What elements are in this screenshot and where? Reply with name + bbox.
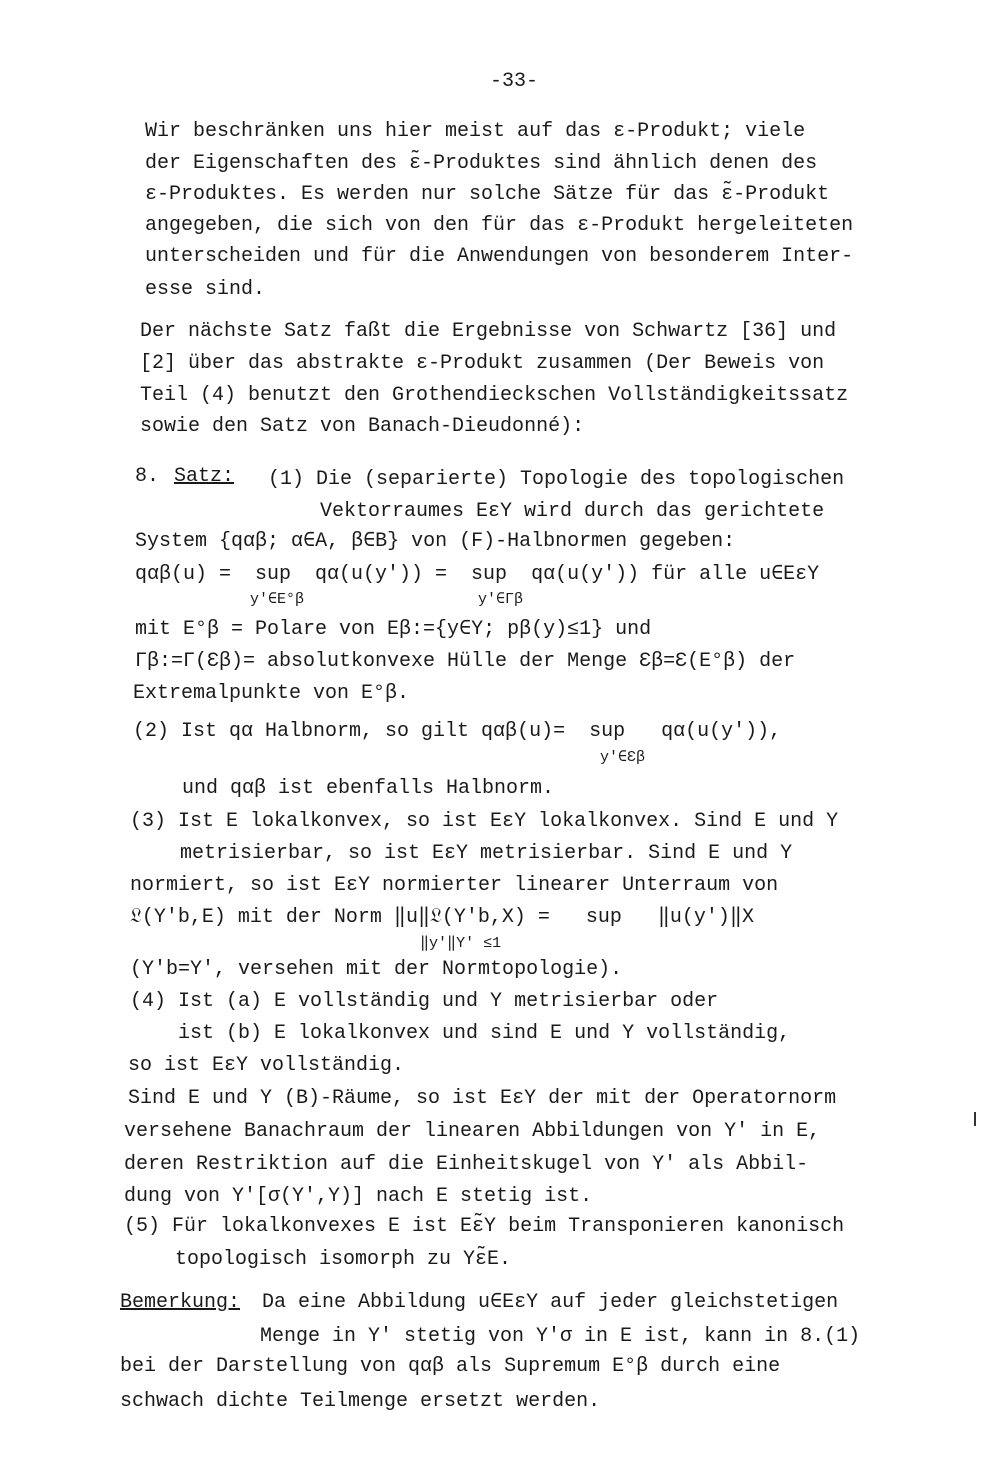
text-line: Sind E und Y (B)-Räume, so ist EεY der mit der Operatornorm <box>128 1087 837 1110</box>
text-line: bei der Darstellung von qαβ als Supremum E°β durch eine <box>120 1355 781 1378</box>
text-line: Da eine Abbildung u∈EεY auf jeder gleichstetigen <box>262 1291 839 1314</box>
text-line: unterscheiden und für die Anwendungen von besonderem Inter- <box>145 245 854 268</box>
text-line: schwach dichte Teilmenge ersetzt werden. <box>120 1390 601 1413</box>
text-line: versehene Banachraum der linearen Abbildungen von Y' in E, <box>124 1120 821 1143</box>
text-line: Extremalpunkte von E°β. <box>133 682 410 705</box>
formula-sub: ‖y'‖Y' ≤1 <box>420 935 502 952</box>
formula-line: qαβ(u) = sup qα(u(y')) = sup qα(u(y')) für alle u∈EεY <box>135 563 820 586</box>
text-line: System {qαβ; α∈A, β∈B} von (F)-Halbnormen gegeben: <box>135 530 736 553</box>
text-line: (2) Ist qα Halbnorm, so gilt qαβ(u)= sup qα(u(y')), <box>133 720 782 743</box>
formula-sub: y'∈Ɛβ <box>600 749 646 766</box>
formula-sub: y'∈Γβ <box>478 591 524 608</box>
formula-line: 𝔏(Y'b,E) mit der Norm ‖u‖𝔏(Y'b,X) = sup ‖u(y')‖X <box>130 906 754 929</box>
text-line: deren Restriktion auf die Einheitskugel von Y' als Abbil- <box>124 1153 809 1176</box>
page-number: -33- <box>490 70 539 93</box>
margin-mark <box>974 1112 976 1126</box>
text-line: (3) Ist E lokalkonvex, so ist EεY lokalkonvex. Sind E und Y <box>130 810 839 833</box>
text-line: dung von Y'[σ(Y',Y)] nach E stetig ist. <box>124 1185 593 1208</box>
text-line: Teil (4) benutzt den Grothendieckschen Vollständigkeitssatz <box>140 384 849 407</box>
text-line: metrisierbar, so ist EεY metrisierbar. Sind E und Y <box>180 842 793 865</box>
text-line: esse sind. <box>145 278 266 301</box>
text-line: ε-Produktes. Es werden nur solche Sätze für das ε̃-Produkt <box>145 183 830 206</box>
text-line: der Eigenschaften des ε̃-Produktes sind ähnlich denen des <box>145 152 818 175</box>
text-line: (1) Die (separierte) Topologie des topologischen <box>268 468 845 491</box>
text-line: Γβ:=Γ(Ɛβ)= absolutkonvexe Hülle der Menge Ɛβ=Ɛ(E°β) der <box>135 650 796 673</box>
text-line: sowie den Satz von Banach-Dieudonné): <box>140 415 585 438</box>
text-line: Menge in Y' stetig von Y'σ in E ist, kann in 8.(1) <box>260 1325 861 1348</box>
theorem-label: Satz: <box>174 465 235 488</box>
text-line: so ist EεY vollständig. <box>128 1054 405 1077</box>
text-line: (4) Ist (a) E vollständig und Y metrisierbar oder <box>130 990 719 1013</box>
text-line: Der nächste Satz faßt die Ergebnisse von Schwartz [36] und <box>140 320 837 343</box>
text-line: Vektorraumes EεY wird durch das gerichtete <box>320 500 825 523</box>
text-line: topologisch isomorph zu Yε̃E. <box>175 1248 512 1271</box>
formula-sub: y'∈E°β <box>250 591 305 608</box>
text-line: und qαβ ist ebenfalls Halbnorm. <box>182 777 555 800</box>
text-line: Wir beschränken uns hier meist auf das ε-Produkt; viele <box>145 120 806 143</box>
theorem-number: 8. <box>135 465 160 488</box>
text-line: (5) Für lokalkonvexes E ist Eε̃Y beim Transponieren kanonisch <box>124 1215 845 1238</box>
text-line: normiert, so ist EεY normierter linearer Unterraum von <box>130 874 779 897</box>
text-line: ist (b) E lokalkonvex und sind E und Y vollständig, <box>178 1022 791 1045</box>
text-line: angegeben, die sich von den für das ε-Produkt hergeleiteten <box>145 214 854 237</box>
text-line: mit E°β = Polare von Eβ:={y∈Y; pβ(y)≤1} und <box>135 618 652 641</box>
text-line: [2] über das abstrakte ε-Produkt zusammen (Der Beweis von <box>140 352 825 375</box>
text-line: (Y'b=Y', versehen mit der Normtopologie). <box>130 958 623 981</box>
remark-label: Bemerkung: <box>120 1291 241 1314</box>
